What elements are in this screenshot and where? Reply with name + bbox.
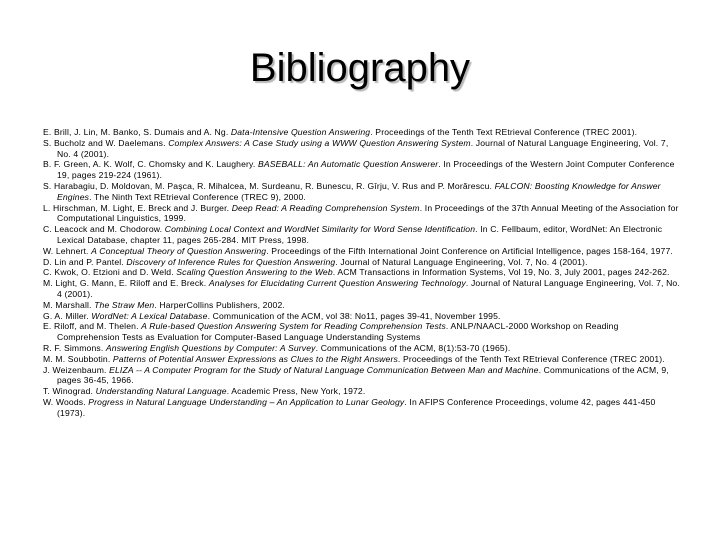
entry-title: BASEBALL: An Automatic Question Answerer: [257, 159, 439, 170]
entry-authors: M. Marshall.: [43, 299, 95, 310]
entry-title: Deep Read: A Reading Comprehension System: [231, 202, 420, 213]
entry-title: Data-Intensive Question Answering: [230, 127, 371, 137]
entry-authors: T. Winograd.: [43, 386, 96, 397]
entry-authors: M. M. Soubbotin.: [43, 353, 113, 364]
bibliography-entry: [43, 181, 683, 203]
entry-publication: . In C. Fellbaum, editor, WordNet: An Electronic Lexical Database, chapter 11, pages 265-284. MIT Press, 1998.: [57, 224, 663, 245]
entry-title: Analyses for Elucidating Current Question Answering Technology: [208, 278, 466, 289]
entry-title: A Rule-based Question Answering System for Reading Comprehension Tests: [141, 321, 446, 332]
entry-publication: . Proceedings of the Fifth International Joint Conference on Artificial Intelligence, pages 158-164, 1977.: [266, 245, 673, 256]
entry-publication: . The Ninth Text REtrieval Conference (TREC 9), 2000.: [89, 191, 306, 202]
entry-title: FALCON: Boosting Knowledge for Answer Engines: [57, 180, 661, 202]
bibliography-entry: [43, 127, 683, 138]
entry-authors: E. Riloff, and M. Thelen.: [43, 321, 142, 332]
entry-authors: E. Brill, J. Lin, M. Banko, S. Dumais and A. Ng.: [43, 127, 231, 137]
bibliography-entry: [43, 386, 683, 397]
bibliography-entry: [43, 311, 683, 322]
entry-publication: . Academic Press, New York, 1972.: [226, 386, 366, 397]
bibliography-entry: [43, 321, 683, 343]
bibliography-entry: [43, 138, 683, 160]
entry-authors: C. Leacock and M. Chodorow.: [43, 224, 165, 235]
bibliography-entry: [43, 224, 683, 246]
entry-authors: M. Light, G. Mann, E. Riloff and E. Breck.: [43, 278, 209, 289]
entry-authors: J. Weizenbaum.: [43, 364, 110, 375]
entry-publication: . In Proceedings of the Western Joint Computer Conference 19, pages 219-224 (1961).: [57, 159, 675, 181]
bibliography-entry: [43, 246, 683, 257]
entry-publication: . Proceedings of the Tenth Text REtrieval Conference (TREC 2001).: [397, 353, 665, 364]
bibliography-entry: [43, 278, 683, 300]
entry-title: Scaling Question Answering to the Web: [176, 267, 333, 278]
bibliography-entry: [43, 397, 683, 419]
entry-authors: B. F. Green, A. K. Wolf, C. Chomsky and K. Laughery.: [43, 159, 258, 170]
entry-title: Combining Local Context and WordNet Similarity for Word Sense Identification: [164, 224, 476, 235]
entry-authors: W. Lehnert.: [43, 245, 92, 256]
entry-publication: . Journal of Natural Language Engineering, Vol. 7, No. 4 (2001).: [335, 256, 588, 267]
entry-publication: . Journal of Natural Language Engineering, Vol. 7, No. 4 (2001).: [57, 278, 680, 299]
entry-authors: W. Woods.: [43, 396, 89, 407]
entry-publication: . Communication of the ACM, vol 38: No11, pages 39-41, November 1995.: [207, 310, 501, 321]
bibliography-list: [43, 127, 683, 419]
bibliography-entry: [43, 203, 683, 225]
entry-publication: . Communications of the ACM, 8(1):53-70 (1965).: [315, 342, 511, 353]
entry-title: WordNet: A Lexical Database: [91, 310, 208, 321]
entry-title: Discovery of Inference Rules for Question Answering: [126, 256, 336, 267]
entry-publication: . ANLP/NAACL-2000 Workshop on Reading Comprehension Tests as Evaluation for Computer-Based Language Understanding Systems: [57, 321, 619, 343]
entry-publication: . In Proceedings of the 37th Annual Meeting of the Association for Computational Linguistics, 1999.: [57, 202, 679, 224]
entry-publication: . Proceedings of the Tenth Text REtrieval Conference (TREC 2001).: [370, 127, 638, 137]
entry-publication: . In AFIPS Conference Proceedings, volume 42, pages 441-450 (1973).: [57, 396, 656, 418]
entry-title: Answering English Questions by Computer: A Survey: [105, 342, 316, 353]
entry-authors: S. Harabagiu, D. Moldovan, M. Paşca, R. Mihalcea, M. Surdeanu, R. Bunescu, R. Gîrju, V. Rus and P. Morărescu.: [43, 180, 495, 191]
entry-publication: . HarperCollins Publishers, 2002.: [154, 299, 285, 310]
entry-publication: . Communications of the ACM, 9, pages 36-45, 1966.: [57, 364, 669, 386]
entry-title: Patterns of Potential Answer Expressions as Clues to the Right Answers: [112, 353, 398, 364]
entry-authors: D. Lin and P. Pantel.: [43, 256, 127, 267]
entry-title: Progress in Natural Language Understanding – An Application to Lunar Geology: [88, 396, 405, 407]
entry-title: Complex Answers: A Case Study using a WWW Question Answering System: [168, 137, 471, 148]
entry-publication: . Journal of Natural Language Engineering, Vol. 7, No. 4 (2001).: [57, 137, 669, 159]
bibliography-entry: [43, 267, 683, 278]
entry-title: Understanding Natural Language: [95, 386, 227, 397]
bibliography-entry: [43, 354, 683, 365]
bibliography-entry: [43, 257, 683, 268]
bibliography-entry: [43, 343, 683, 354]
bibliography-entry: [43, 300, 683, 311]
entry-publication: . ACM Transactions in Information Systems, Vol 19, No. 3, July 2001, pages 242-262.: [332, 267, 670, 278]
entry-authors: L. Hirschman, M. Light, E. Breck and J. Burger.: [43, 202, 232, 213]
bibliography-entry: [43, 365, 683, 387]
bibliography-entry: [43, 159, 683, 181]
entry-title: ELIZA -- A Computer Program for the Study of Natural Language Communication Between Man and Machine: [109, 364, 539, 375]
entry-authors: C. Kwok, O. Etzioni and D. Weld.: [43, 267, 177, 278]
entry-authors: G. A. Miller.: [43, 310, 92, 321]
entry-title: The Straw Men: [94, 299, 155, 310]
entry-authors: R. F. Simmons.: [43, 342, 106, 353]
entry-authors: S. Bucholz and W. Daelemans.: [43, 137, 169, 148]
entry-title: A Conceptual Theory of Question Answering: [91, 245, 267, 256]
slide-title: Bibliography: [249, 46, 471, 90]
